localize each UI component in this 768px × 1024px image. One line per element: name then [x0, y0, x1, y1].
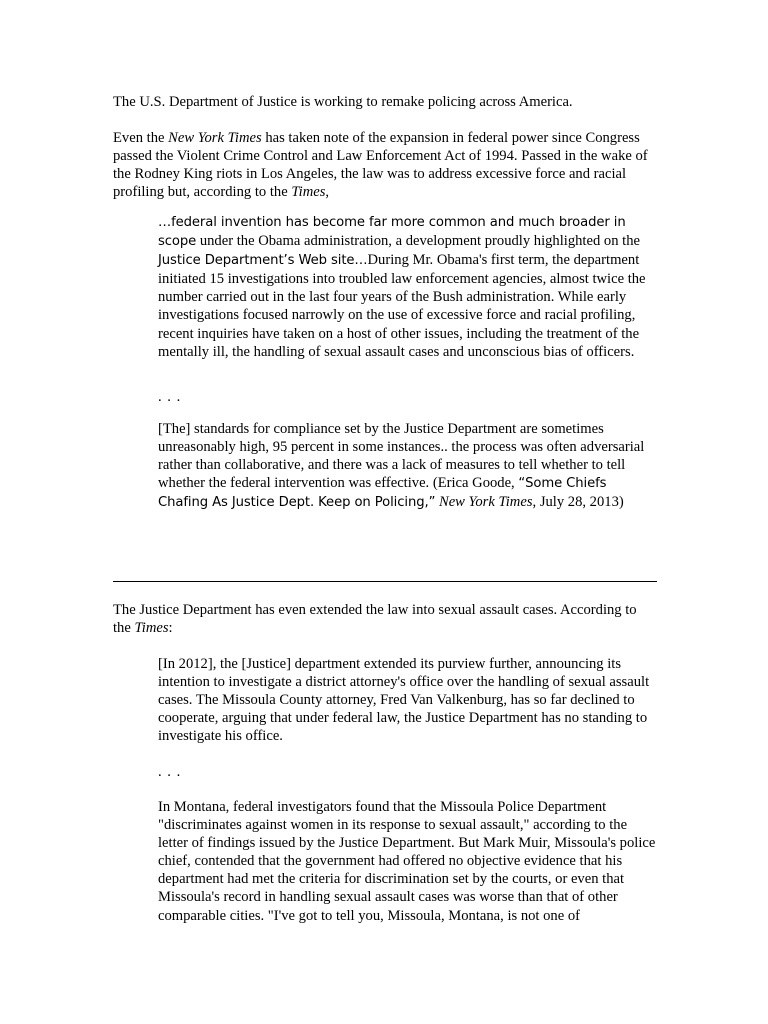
- article-title: “Some Chiefs Chafing As Justice Dept. Keep on Policing,”: [158, 476, 607, 511]
- quote-text-alt-font: …federal invention has become far more common and much broader in scope: [158, 215, 626, 250]
- publication-title: New York Times: [438, 494, 533, 511]
- block-quote-federal-intervention: [158, 213, 658, 361]
- publication-short-title: Times: [134, 620, 169, 637]
- intro-text: The U.S. Department of Justice is working to remake policing across America.: [113, 94, 573, 110]
- quote-text: [In 2012], the [Justice] department extended its purview further, announcing its intention to investigate a district attorney's office over the handling of sexual assault cases. The Missoula County attorney, Fred Van Valkenburg, has so far declined to cooperate, arguing that under federal law, the Justice Department has no standing to investigate his office.: [158, 656, 650, 745]
- paragraph-text: The Justice Department has even extended the law into sexual assault cases. According to the: [113, 602, 637, 637]
- quote-text: under the Obama administration, a development proudly highlighted on the: [196, 233, 640, 250]
- block-quote-compliance-standards: [158, 420, 658, 512]
- block-quote-montana-findings: [158, 798, 658, 925]
- paragraph-sexual-assault: [113, 601, 658, 637]
- citation-date: , July 28, 2013): [532, 494, 624, 511]
- paragraph-text: Even the: [113, 130, 169, 146]
- paragraph-text: ,: [325, 184, 330, 201]
- paragraph-text: has taken note of the expansion in federal power since Congress passed the Violent Crime Control and Law Enforcement Act of 1994. Passed in the wake of the Rodney King riots in Los Angeles, the law was to address excessive force and racial profiling but, according to the: [113, 130, 648, 201]
- quote-text: [The] standards for compliance set by the Justice Department are sometimes unreasonably high, 95 percent in some instances.. the process was often adversarial rather than collaborative, and there was a lack of measures to tell whether to tell whether the federal intervention was effective. (Erica Goode,: [158, 421, 645, 492]
- block-quote-missoula-county: [158, 655, 658, 745]
- quote-text-alt-font: Justice Department’s Web site…: [158, 253, 368, 269]
- ellipsis-separator: . . .: [158, 764, 182, 780]
- publication-title: New York Times: [168, 130, 262, 146]
- paragraph-nyt-expansion: [113, 129, 658, 201]
- publication-short-title: Times: [291, 184, 326, 201]
- paragraph-text: :: [168, 620, 173, 637]
- intro-sentence: [113, 93, 658, 111]
- horizontal-divider: [113, 581, 657, 582]
- quote-text: In Montana, federal investigators found that the Missoula Police Department "discriminates against women in its response to sexual assault," according to the letter of findings issued by the Justice Department. But Mark Muir, Missoula's police chief, contended that the government had offered no objective evidence that his department had met the criteria for discrimination set by the courts, or even that Missoula's record in handling sexual assault cases was worse than that of other comparable cities. "I've got to tell you, Missoula, Montana, is not one of: [158, 799, 656, 924]
- quote-text: During Mr. Obama's first term, the department initiated 15 investigations into troubled law enforcement agencies, almost twice the number carried out in the last four years of the Bush administration. While early investigations focused narrowly on the use of excessive force and racial profiling, recent inquiries have taken on a host of other issues, including the treatment of the mentally ill, the handling of sexual assault cases and unconscious bias of officers.: [158, 252, 646, 360]
- ellipsis-separator: . . .: [158, 389, 182, 405]
